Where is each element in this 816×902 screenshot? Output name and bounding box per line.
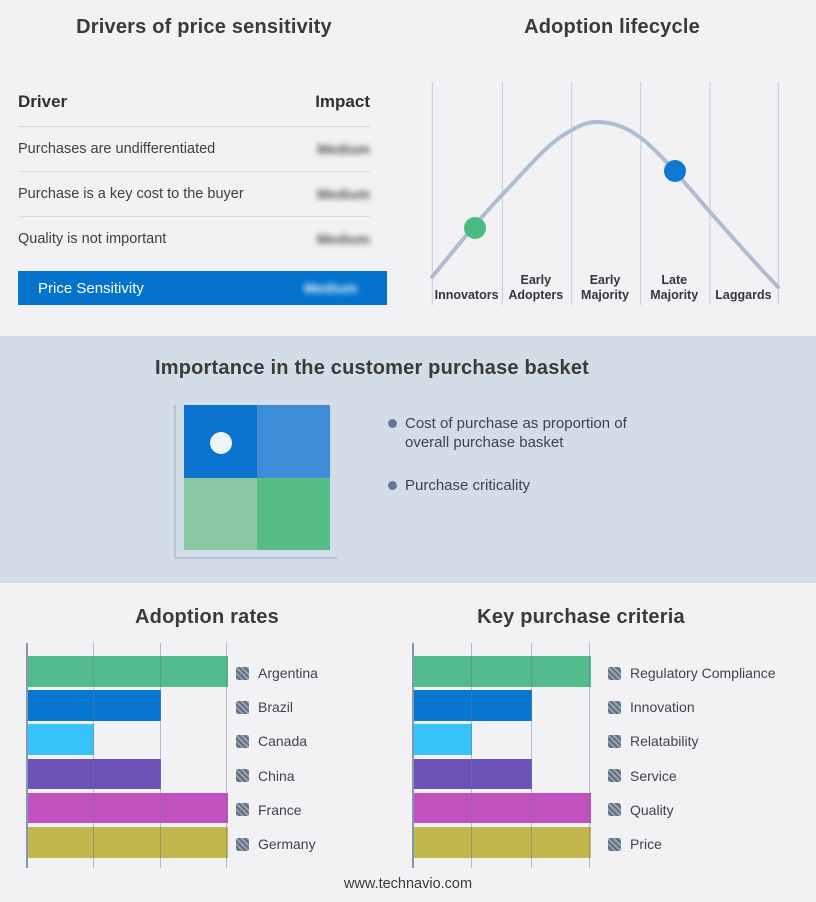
drivers-table-title: Drivers of price sensitivity [76, 16, 332, 38]
bar-quality [413, 793, 591, 824]
legend-item [608, 793, 776, 827]
legend-label: Innovation [630, 699, 695, 716]
legend-item [608, 690, 776, 724]
y-axis-line [26, 643, 28, 868]
legend-item [236, 827, 318, 861]
price-sensitivity-row [18, 271, 387, 305]
adoption-curve [432, 122, 778, 287]
bullet-icon [388, 419, 397, 428]
bar-relatability [413, 724, 472, 755]
gridline [531, 643, 532, 868]
adoption-rates-title: Adoption rates [135, 606, 279, 628]
footer-url: www.technavio.com [343, 876, 473, 892]
key-purchase-criteria-legend [608, 656, 776, 861]
bar-service [413, 759, 532, 790]
legend-label: France [258, 801, 302, 818]
bar-germany [27, 827, 228, 858]
hatched-swatch-icon [236, 803, 249, 816]
bullet-icon [388, 481, 397, 490]
legend-item [236, 759, 318, 793]
key-purchase-criteria-title: Key purchase criteria [477, 606, 685, 628]
legend-label: Regulatory Compliance [630, 665, 776, 682]
legend-item [608, 724, 776, 758]
stage-label-early-majority: Early Majority [581, 273, 629, 302]
legend-item [236, 656, 318, 690]
adoption-rates-chart [26, 643, 227, 868]
quadrant-top-right [257, 405, 330, 478]
hatched-swatch-icon [236, 735, 249, 748]
stage-label-laggards: Laggards [715, 287, 772, 302]
hatched-swatch-icon [608, 735, 621, 748]
drivers-table [18, 92, 370, 261]
stage-label-late-majority: Late Majority [650, 273, 699, 302]
legend-label: Argentina [258, 665, 318, 682]
position-dot [210, 432, 232, 454]
hatched-swatch-icon [236, 667, 249, 680]
list-item [388, 414, 638, 452]
drivers-table-header [18, 92, 370, 127]
legend-label: Germany [258, 836, 316, 853]
legend-label: Service [630, 767, 677, 784]
bar-innovation [413, 690, 532, 721]
quadrant-bottom-right [257, 478, 330, 551]
driver-cell: Purchases are undifferentiated [18, 141, 216, 157]
legend-label: Price [630, 836, 662, 853]
hatched-swatch-icon [236, 701, 249, 714]
legend-label: China [258, 767, 295, 784]
legend-item [608, 759, 776, 793]
legend-label: Brazil [258, 699, 294, 716]
purchase-basket-title: Importance in the customer purchase basket [154, 357, 590, 379]
legend-label: Relatability [630, 733, 699, 750]
stage-label-early-adopters: Early Adopters [508, 273, 564, 302]
hatched-swatch-icon [608, 838, 621, 851]
hatched-swatch-icon [608, 701, 621, 714]
gridline [471, 643, 472, 868]
legend-item [608, 656, 776, 690]
stage-label-innovators: Innovators [434, 287, 499, 302]
impact-cell: Medium [317, 141, 370, 157]
innovators-marker-dot [464, 217, 486, 239]
table-row [18, 127, 370, 172]
quadrant-matrix [184, 405, 330, 550]
legend-item [608, 827, 776, 861]
basket-bullet-list [388, 414, 638, 519]
impact-column-header: Impact [315, 92, 370, 111]
bar-canada [27, 724, 94, 755]
legend-label: Canada [258, 733, 308, 750]
impact-cell: Medium [317, 231, 370, 247]
table-row [18, 172, 370, 217]
key-purchase-criteria-chart [412, 643, 590, 868]
hatched-swatch-icon [608, 803, 621, 816]
lifecycle-stage-labels [432, 272, 778, 302]
price-sensitivity-impact: Medium [304, 280, 357, 296]
hatched-swatch-icon [608, 769, 621, 782]
bar-france [27, 793, 228, 824]
quadrant-bottom-left [184, 478, 257, 551]
bullet-text: Purchase criticality [405, 477, 531, 494]
gridline [589, 643, 590, 868]
legend-item [236, 724, 318, 758]
bar-regulatory-compliance [413, 656, 591, 687]
list-item [388, 476, 638, 495]
hatched-swatch-icon [236, 838, 249, 851]
adoption-rates-legend [236, 656, 318, 861]
bar-price [413, 827, 591, 858]
gridline [93, 643, 94, 868]
legend-label: Quality [630, 801, 674, 818]
lifecycle-title: Adoption lifecycle [524, 16, 700, 38]
driver-column-header: Driver [18, 92, 68, 111]
hatched-swatch-icon [236, 769, 249, 782]
legend-item [236, 690, 318, 724]
table-row [18, 217, 370, 261]
price-sensitivity-label: Price Sensitivity [38, 279, 144, 297]
impact-cell: Medium [317, 186, 370, 202]
gridline [226, 643, 227, 868]
legend-item [236, 793, 318, 827]
driver-cell: Quality is not important [18, 231, 167, 247]
y-axis-line [412, 643, 414, 868]
bullet-text: Cost of purchase as proportion of overall purchase basket [405, 415, 627, 451]
late-majority-marker-dot [664, 160, 686, 182]
hatched-swatch-icon [608, 667, 621, 680]
bar-argentina [27, 656, 228, 687]
driver-cell: Purchase is a key cost to the buyer [18, 186, 244, 202]
gridline [160, 643, 161, 868]
